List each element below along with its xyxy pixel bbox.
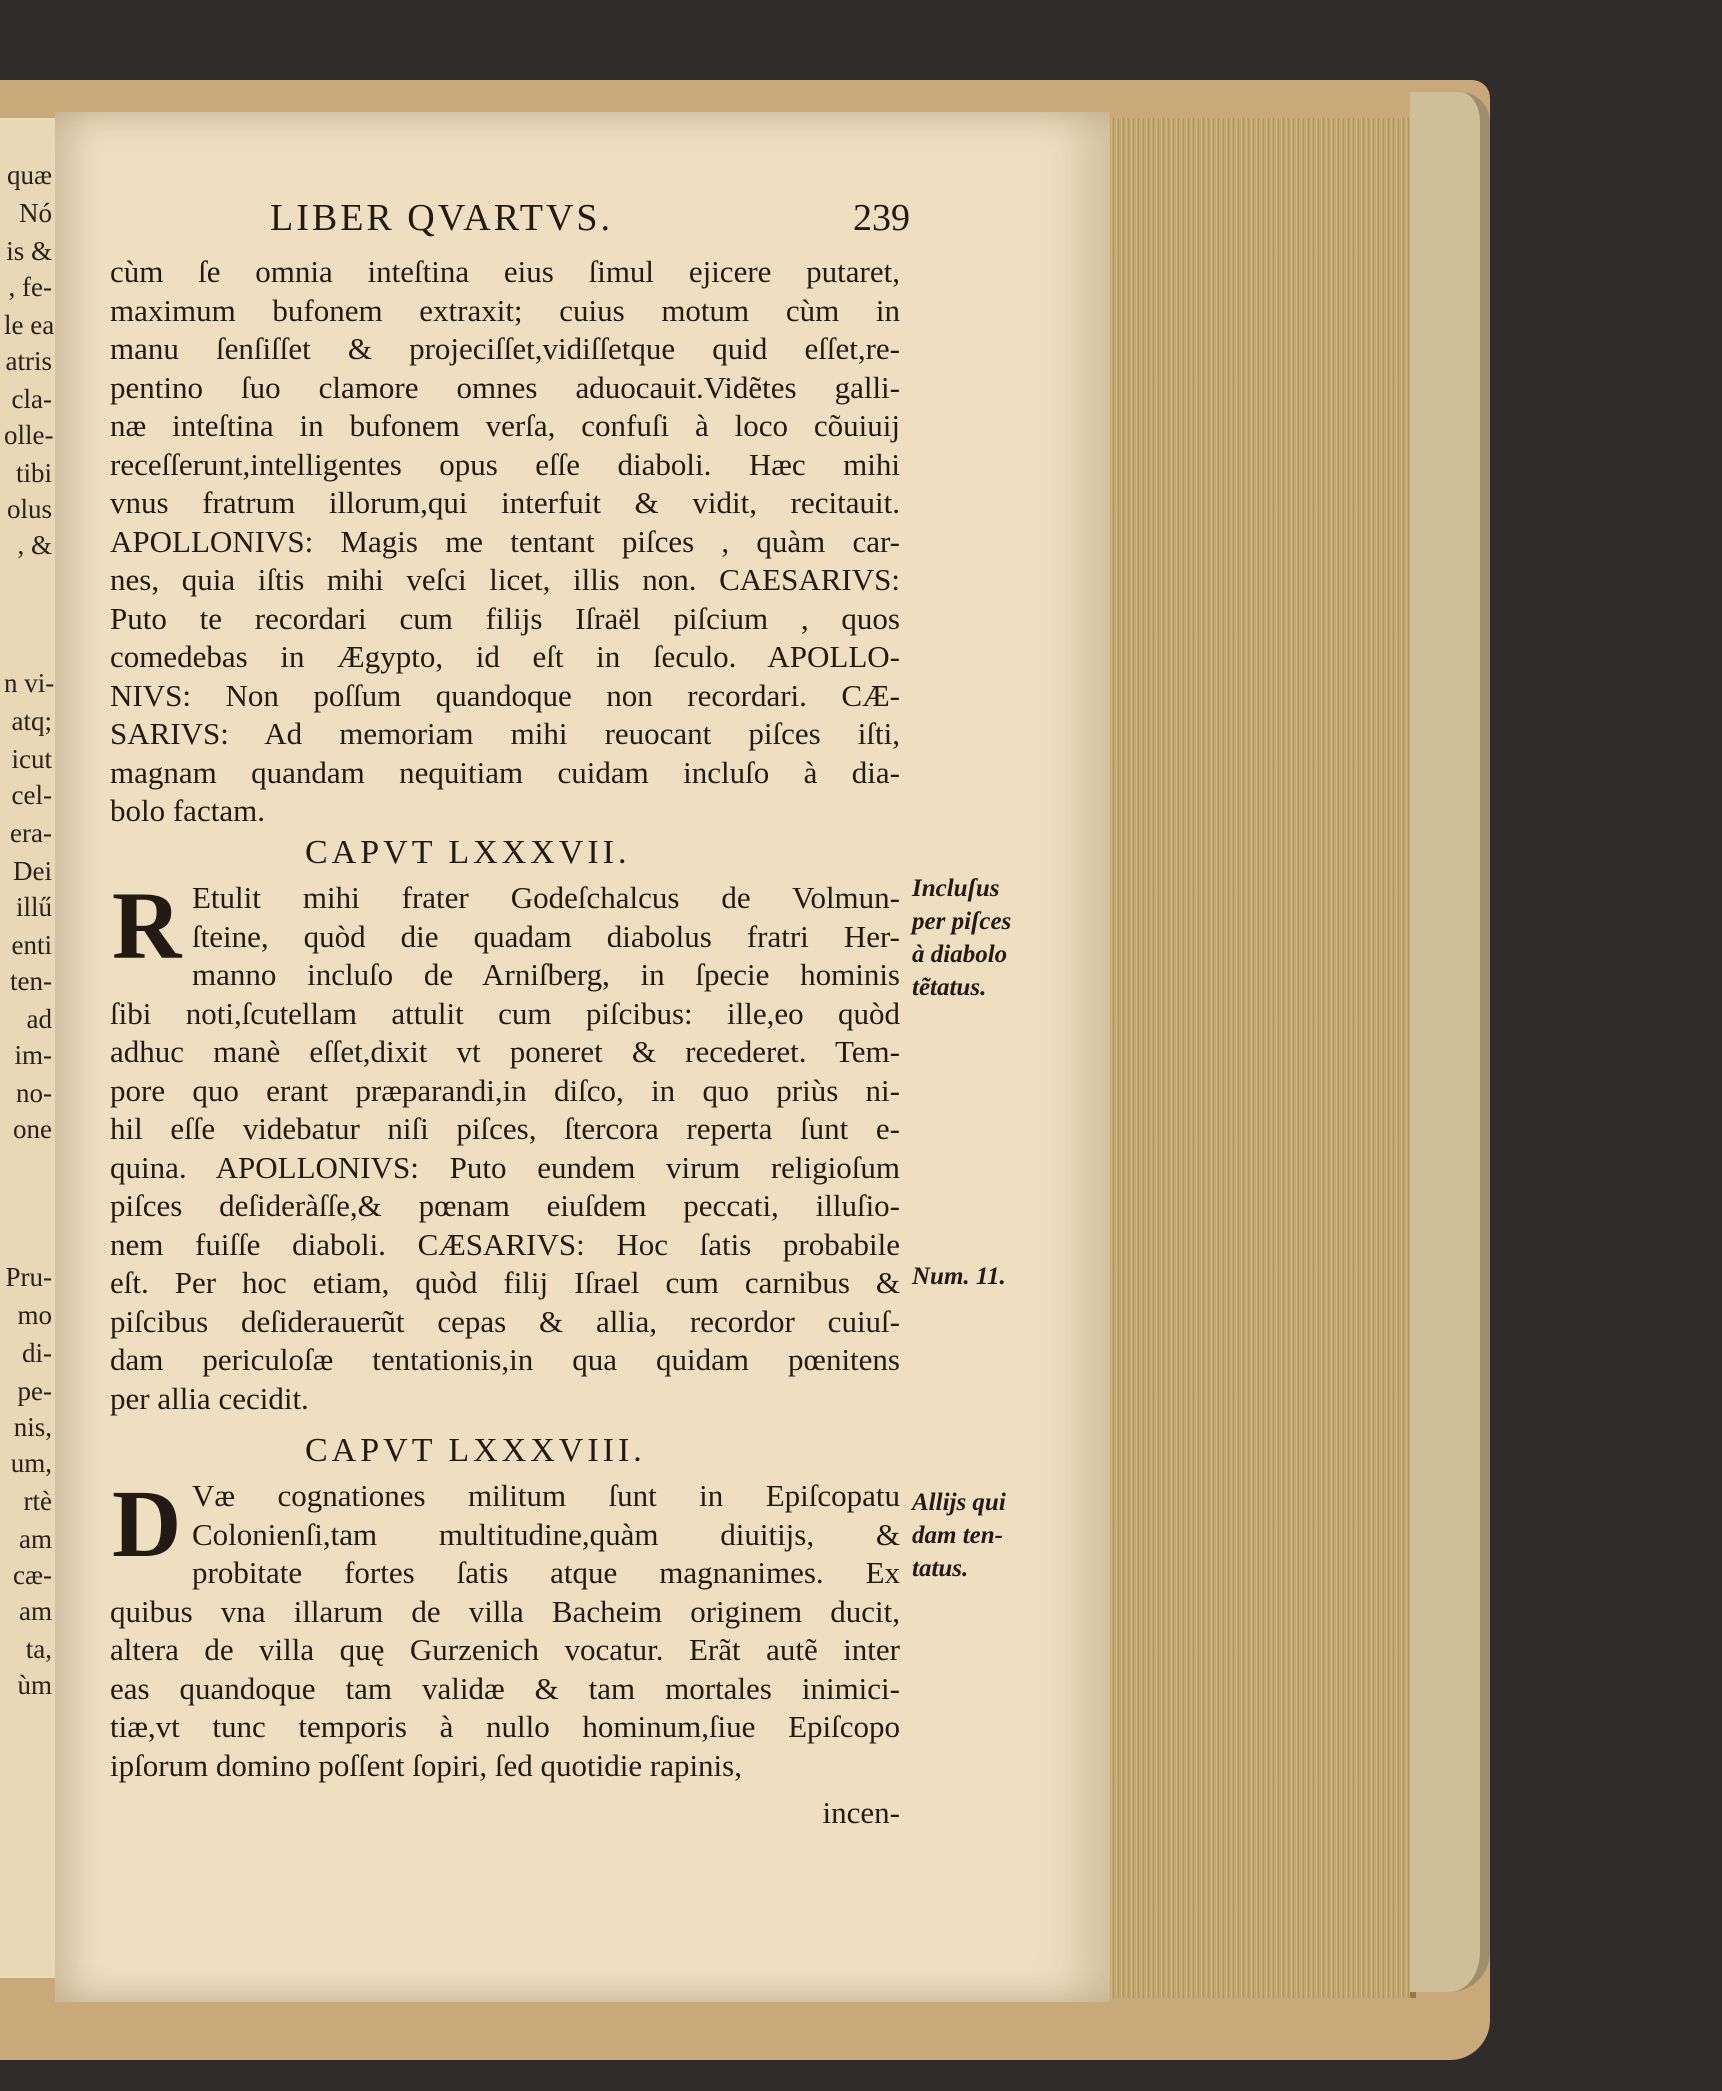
margin-note-line: per piſces [912, 908, 1012, 935]
margin-note-line: Num. 11. [912, 1263, 1006, 1290]
left-page-fragment: cæ- [13, 1560, 52, 1590]
left-page-fragment: um, [10, 1448, 52, 1478]
left-page-fragment: ùm [17, 1670, 52, 1700]
left-page-fragment: di- [22, 1338, 52, 1368]
left-page-fragment: quæ [6, 160, 52, 190]
left-page-fragment: illű [15, 892, 52, 922]
chapter-heading-87: CAPVT LXXXVII. [305, 834, 631, 871]
text-line: receſſerunt,intelligentes opus eſſe diaboli. Hæc mihi [110, 446, 900, 482]
left-page-fragment: ta, [25, 1634, 52, 1664]
text-line: Etulit mihi frater Godeſchalcus de Volmun- [192, 880, 900, 915]
text-line: quibus vna illarum de villa Bacheim originem ducit, [110, 1593, 900, 1629]
text-line: adhuc manè eſſet,dixit vt poneret & recederet. Tem- [110, 1034, 900, 1069]
text-line: Puto te recordari cum filijs Iſraël piſcium , quos [110, 600, 900, 636]
text-line: piſces deſideràſſe,& pœnam eiuſdem peccati, illuſio- [110, 1188, 900, 1223]
left-page-fragment: cel- [11, 780, 52, 810]
margin-note-line: tẽtatus. [912, 974, 987, 1001]
left-page-fragment: olle- [4, 420, 54, 450]
text-line: APOLLONIVS: Magis me tentant piſces , quàm car- [110, 523, 900, 559]
text-line: manu ſenſiſſet & projeciſſet,vidiſſetque quid eſſet,re- [110, 331, 900, 366]
text-line: nes, quia iſtis mihi veſci licet, illis non. CAESARIVS: [110, 562, 900, 597]
drop-capital-r: R [112, 872, 182, 979]
left-page-fragment: ten- [10, 966, 52, 996]
text-line: manno incluſo de Arniſberg, in ſpecie hominis [192, 957, 900, 992]
margin-note-line: Incluſus [912, 875, 1000, 902]
text-line: vnus fratrum illorum,qui interfuit & vidit, recitauit. [110, 485, 900, 520]
left-page-fragment: pe- [17, 1376, 52, 1406]
text-line: dam periculoſæ tentationis,in qua quidam pœnitens [110, 1342, 900, 1377]
text-line: nem fuiſſe diaboli. CÆSARIVS: Hoc ſatis probabile [110, 1226, 900, 1262]
text-line: ſibi noti,ſcutellam attulit cum piſcibus: ille,eo quòd [110, 995, 900, 1031]
left-page-fragment: rtè [23, 1486, 52, 1516]
text-line: næ inteſtina in bufonem verſa, confuſi à loco cõuiuij [110, 408, 900, 443]
margin-note-line: dam ten- [912, 1522, 1003, 1549]
left-page-fragment: Pru- [5, 1262, 52, 1292]
text-line: pentino ſuo clamore omnes aduocauit.Vidẽtes galli- [110, 369, 900, 405]
text-line: per allia cecidit. [110, 1380, 309, 1416]
running-header [270, 196, 910, 246]
left-page-fragment: olus [6, 494, 52, 524]
text-line: NIVS: Non poſſum quandoque non recordari. CÆ- [110, 677, 900, 713]
margin-note-line: tatus. [912, 1555, 969, 1582]
text-line: eſt. Per hoc etiam, quòd filij Iſrael cum carnibus & [110, 1265, 900, 1300]
left-page-fragment: icut [11, 744, 52, 774]
left-page-edge [0, 118, 59, 1978]
drop-capital-d: D [112, 1470, 182, 1577]
text-line: bolo factam. [110, 793, 265, 828]
left-page-fragment: am [19, 1596, 52, 1626]
left-page-fragment: Dei [13, 856, 52, 886]
left-page-fragment: Nó [19, 198, 52, 228]
left-page-fragment: mo [17, 1300, 52, 1330]
left-page-fragment: n vi- [4, 668, 55, 698]
text-line: eas quandoque tam validæ & tam mortales inimici- [110, 1670, 900, 1706]
text-line: ſteine, quòd die quadam diabolus fratri Her- [192, 918, 900, 954]
left-page-fragment: , fe- [8, 272, 52, 302]
margin-note-inclusus [912, 872, 1062, 1004]
left-page-fragment: im- [14, 1040, 52, 1070]
text-line: Væ cognationes militum ſunt in Epiſcopatu [192, 1478, 900, 1513]
margin-note-allijs [912, 1486, 1062, 1585]
text-line: SARIVS: Ad memoriam mihi reuocant piſces iſti, [110, 716, 900, 751]
left-page-fragment: tibi [15, 458, 52, 488]
left-page-fragment: ad [26, 1004, 52, 1034]
book-cover-edge [1410, 92, 1490, 1992]
page-number: 239 [853, 197, 910, 239]
left-page-fragment: is & [6, 236, 52, 266]
text-line: pore quo erant præparandi,in diſco, in quo priùs ni- [110, 1072, 900, 1108]
text-line: cùm ſe omnia inteſtina eius ſimul ejicere putaret, [110, 254, 900, 289]
left-page-fragment: , & [17, 530, 52, 560]
left-page-fragment: no- [16, 1078, 52, 1108]
text-line: hil eſſe videbatur niſi piſces, ſtercora reperta ſunt e- [110, 1111, 900, 1146]
page-block-edges [1110, 118, 1416, 1998]
text-line: comedebas in Ægypto, id eſt in ſeculo. APOLLO- [110, 639, 900, 674]
text-line: tiæ,vt tunc temporis à nullo hominum,ſiue Epiſcopo [110, 1709, 900, 1744]
catchword: incen- [822, 1795, 900, 1830]
text-line: quina. APOLLONIVS: Puto eundem virum religioſum [110, 1149, 900, 1185]
margin-note-line: à diabolo [912, 941, 1008, 968]
left-page-fragment: le ea [4, 310, 55, 340]
margin-note-line: Allijs qui [912, 1489, 1006, 1516]
text-line: altera de villa quę Gurzenich vocatur. Erãt autẽ inter [110, 1632, 900, 1667]
left-page-fragment: cla- [11, 384, 52, 414]
left-page-fragment: atris [5, 346, 52, 376]
left-page-fragment: atq; [11, 706, 52, 736]
margin-note-numbers [912, 1260, 1062, 1293]
left-page-fragment: era- [10, 818, 52, 848]
text-line: ipſorum domino poſſent ſopiri, ſed quotidie rapinis, [110, 1747, 742, 1783]
text-line: maximum bufonem extraxit; cuius motum cùm in [110, 292, 900, 328]
header-title: LIBER QVARTVS. [270, 197, 614, 239]
left-page-fragment: am [19, 1524, 52, 1554]
text-line: probitate fortes ſatis atque magnanimes. Ex [192, 1555, 900, 1590]
text-line: Colonienſi,tam multitudine,quàm diuitijs, & [192, 1516, 900, 1552]
chapter-heading-88: CAPVT LXXXVIII. [305, 1432, 646, 1469]
left-page-fragment: one [13, 1114, 52, 1144]
text-line: piſcibus deſiderauerũt cepas & allia, recordor cuiuſ- [110, 1303, 900, 1339]
left-page-fragment: nis, [13, 1412, 52, 1442]
left-page-fragment: enti [11, 930, 52, 960]
text-line: magnam quandam nequitiam cuidam incluſo à dia- [110, 754, 900, 790]
